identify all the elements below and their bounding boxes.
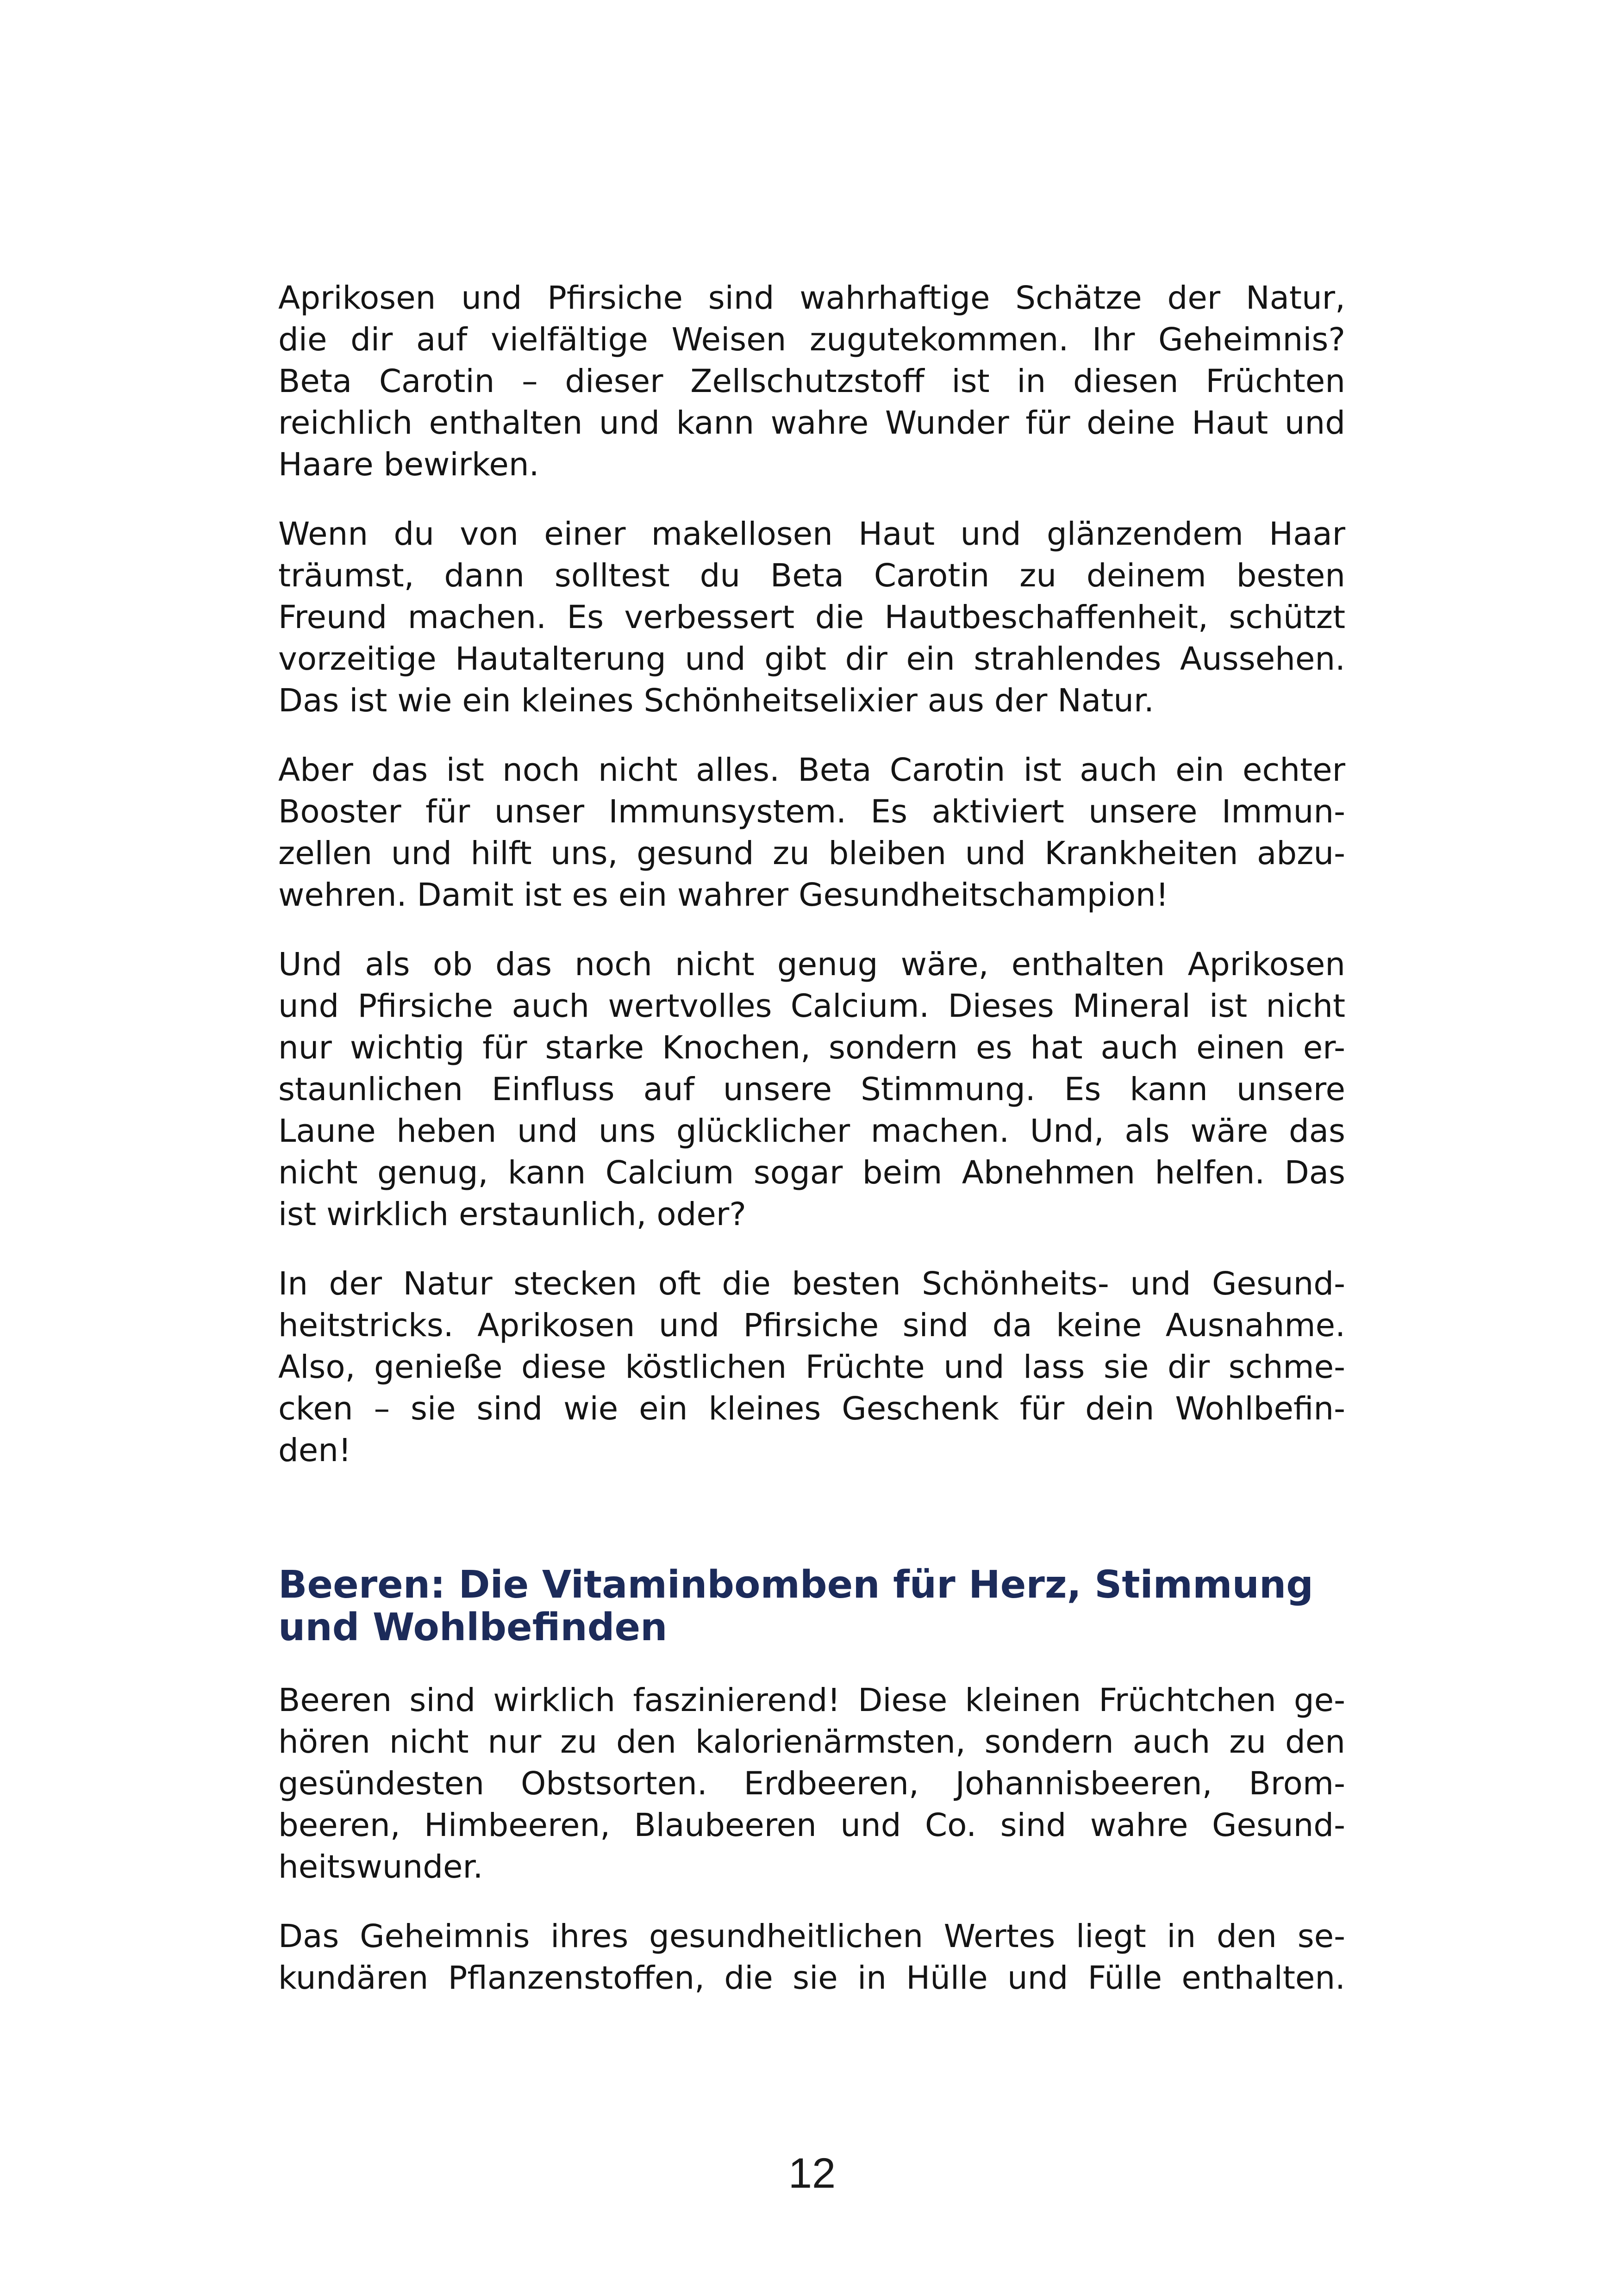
text-line: Wenn du von einer makellosen Haut und glänzendem Haar	[278, 516, 1345, 553]
text-line: Haare bewirken.	[278, 446, 539, 483]
text-line: zellen und hilft uns, gesund zu bleiben und Krankheiten abzu-	[278, 835, 1345, 872]
section-heading	[278, 1564, 1345, 1649]
paragraph	[278, 1263, 1345, 1471]
heading-line: Beeren: Die Vitaminbomben für Herz, Stimmung	[278, 1563, 1313, 1607]
text-line: nur wichtig für starke Knochen, sondern es hat auch einen er-	[278, 1029, 1345, 1066]
text-line: In der Natur stecken oft die besten Schönheits- und Gesund-	[278, 1265, 1345, 1302]
text-line: heitswunder.	[278, 1848, 483, 1885]
text-line: Das ist wie ein kleines Schönheitselixier aus der Natur.	[278, 682, 1154, 719]
text-line: Aber das ist noch nicht alles. Beta Carotin ist auch ein echter	[278, 752, 1345, 789]
text-line: beeren, Himbeeren, Blaubeeren und Co. sind wahre Gesund-	[278, 1807, 1345, 1844]
page-number: 12	[788, 2150, 836, 2197]
paragraph	[278, 944, 1345, 1235]
text-line: Freund machen. Es verbessert die Hautbeschaffenheit, schützt	[278, 599, 1345, 636]
text-line: Aprikosen und Pfirsiche sind wahrhaftige Schätze der Natur,	[278, 280, 1345, 317]
paragraph	[278, 513, 1345, 722]
text-line: Das Geheimnis ihres gesundheitlichen Wertes liegt in den se-	[278, 1918, 1345, 1955]
text-line: Beta Carotin – dieser Zellschutzstoff ist in diesen Früchten	[278, 363, 1345, 400]
paragraph	[278, 749, 1345, 916]
text-line: wehren. Damit ist es ein wahrer Gesundheitschampion!	[278, 877, 1169, 914]
heading-line: und Wohlbefinden	[278, 1605, 668, 1649]
text-line: vorzeitige Hautalterung und gibt dir ein strahlendes Aussehen.	[278, 641, 1345, 678]
text-line: heitstricks. Aprikosen und Pfirsiche sind da keine Ausnahme.	[278, 1307, 1345, 1344]
text-line: den!	[278, 1432, 351, 1469]
text-line: Und als ob das noch nicht genug wäre, enthalten Aprikosen	[278, 946, 1345, 983]
paragraph	[278, 1916, 1345, 1999]
text-line: Also, genieße diese köstlichen Früchte und lass sie dir schme-	[278, 1349, 1345, 1386]
text-column	[278, 277, 1345, 1999]
paragraph	[278, 1680, 1345, 1888]
text-line: cken – sie sind wie ein kleines Geschenk für dein Wohlbefin-	[278, 1390, 1345, 1427]
text-line: nicht genug, kann Calcium sogar beim Abnehmen helfen. Das	[278, 1154, 1345, 1191]
text-line: Laune heben und uns glücklicher machen. Und, als wäre das	[278, 1113, 1345, 1150]
text-line: staunlichen Einfluss auf unsere Stimmung. Es kann unsere	[278, 1071, 1345, 1108]
text-line: Beeren sind wirklich faszinierend! Diese kleinen Früchtchen ge-	[278, 1682, 1345, 1719]
paragraph	[278, 277, 1345, 485]
text-line: ist wirklich erstaunlich, oder?	[278, 1196, 746, 1233]
text-line: hören nicht nur zu den kalorienärmsten, sondern auch zu den	[278, 1724, 1345, 1761]
text-line: Booster für unser Immunsystem. Es aktiviert unsere Immun-	[278, 793, 1345, 830]
text-line: und Pfirsiche auch wertvolles Calcium. Dieses Mineral ist nicht	[278, 988, 1345, 1025]
text-line: die dir auf vielfältige Weisen zugutekommen. Ihr Geheimnis?	[278, 321, 1345, 358]
text-line: gesündesten Obstsorten. Erdbeeren, Johannisbeeren, Brom-	[278, 1765, 1345, 1802]
text-line: reichlich enthalten und kann wahre Wunder für deine Haut und	[278, 404, 1345, 442]
text-line: kundären Pflanzenstoffen, die sie in Hülle und Fülle enthalten.	[278, 1960, 1345, 1997]
text-line: träumst, dann solltest du Beta Carotin zu deinem besten	[278, 557, 1345, 594]
